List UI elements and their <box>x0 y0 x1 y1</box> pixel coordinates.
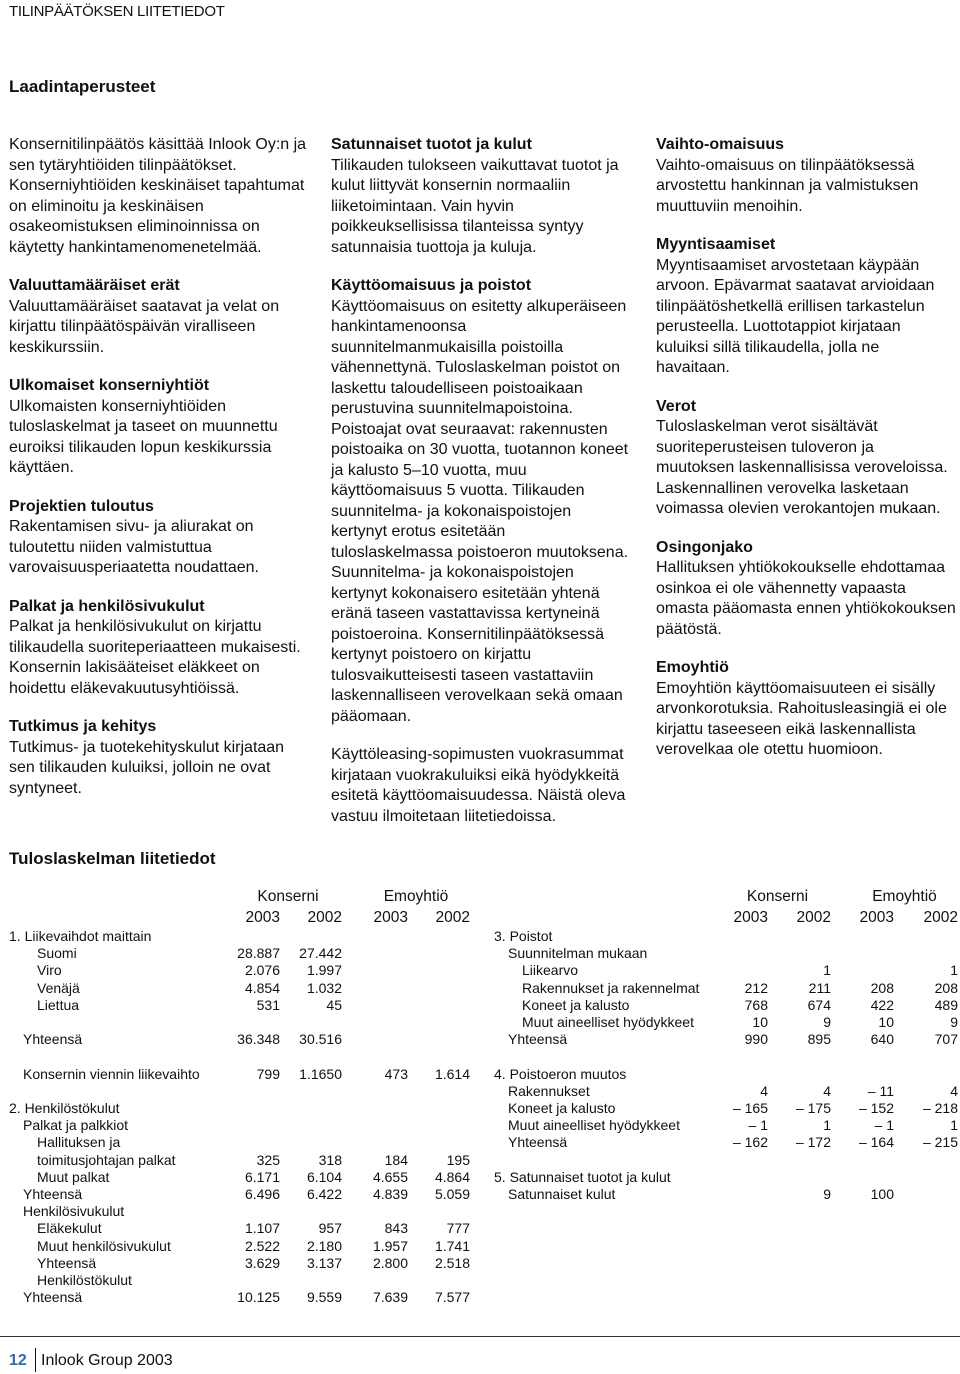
row-value: 208 <box>934 979 958 996</box>
row-value <box>280 928 342 945</box>
table-row <box>9 1238 470 1255</box>
row-label: Muut palkat <box>37 1168 110 1185</box>
row-value <box>894 1048 958 1065</box>
table-row <box>494 997 958 1014</box>
row-value <box>894 1152 958 1169</box>
block-heading: Myyntisaamiset <box>656 236 776 253</box>
column-group-header: Emoyhtiö <box>872 888 937 905</box>
row-value: 9 <box>823 1186 831 1203</box>
row-value: 7.577 <box>434 1289 470 1306</box>
row-label: Yhteensä <box>23 1186 83 1202</box>
row-value: 45 <box>326 996 342 1013</box>
block-text: Vaihto-omaisuus on tilinpäätöksessä arvostettu hankinnan ja valmistuksen muuttuviin menoihin. <box>656 156 919 215</box>
row-value <box>831 1048 894 1065</box>
table-header-years <box>9 907 470 928</box>
row-label: 1. Liikevaihdot maittain <box>9 928 152 944</box>
row-value: 6.422 <box>306 1186 342 1202</box>
row-label: Rakennukset ja rakennelmat <box>522 979 700 996</box>
row-value: 674 <box>807 996 831 1013</box>
row-value: – 11 <box>867 1082 894 1099</box>
row-value: 1.997 <box>306 962 342 979</box>
row-label: Koneet ja kalusto <box>522 996 630 1013</box>
row-value <box>280 1100 342 1117</box>
row-value: – 152 <box>858 1100 894 1117</box>
row-value <box>704 1152 768 1169</box>
block-heading: Emoyhtiö <box>656 659 729 676</box>
table-row <box>494 1169 958 1186</box>
row-value <box>704 945 768 962</box>
row-value: 640 <box>870 1031 894 1048</box>
row-value <box>408 1014 470 1031</box>
row-value: 895 <box>807 1031 831 1048</box>
table-header-years <box>494 907 958 928</box>
year-header: 2003 <box>373 909 408 926</box>
row-value <box>214 1100 280 1117</box>
footer-separator <box>35 1348 36 1372</box>
row-value <box>768 1066 831 1083</box>
table-row <box>494 1048 958 1065</box>
row-value: 4.864 <box>434 1168 470 1185</box>
row-value: – 215 <box>922 1134 958 1151</box>
row-value <box>408 1203 470 1220</box>
row-label: Suomi <box>37 945 77 962</box>
row-label: Venäjä <box>37 979 80 996</box>
row-value: 957 <box>318 1220 342 1237</box>
row-label: Henkilösivukulut <box>23 1203 125 1220</box>
row-value: 1.741 <box>434 1237 470 1254</box>
row-value: 473 <box>384 1065 408 1082</box>
row-value: 768 <box>744 996 768 1013</box>
row-value <box>408 1134 470 1151</box>
row-value <box>894 1066 958 1083</box>
row-value <box>280 1272 342 1289</box>
table-row <box>9 1014 470 1031</box>
text-block <box>9 376 307 479</box>
table-row <box>9 1048 470 1065</box>
row-label: Liikearvo <box>522 962 579 979</box>
row-value <box>704 1169 768 1186</box>
table-row <box>494 962 958 979</box>
column-group-header: Konserni <box>257 888 319 905</box>
row-value <box>214 1083 280 1100</box>
row-value: 2.518 <box>434 1254 470 1271</box>
row-value: 1.957 <box>372 1237 408 1254</box>
row-value <box>704 928 768 945</box>
text-column-2 <box>331 135 631 845</box>
row-value: 7.639 <box>372 1289 408 1306</box>
row-value: – 172 <box>795 1134 831 1151</box>
row-value <box>214 1272 280 1289</box>
block-heading: Valuuttamääräiset erät <box>9 277 180 294</box>
row-value <box>342 962 408 979</box>
row-label: 5. Satunnaiset tuotot ja kulut <box>494 1168 671 1185</box>
block-text: Ulkomaisten konserniyhtiöiden tuloslaskelmat ja taseet on muunnettu euroiksi tilikauden lopun keskikurssia käyttäen. <box>9 397 278 476</box>
row-label: toimitusjohtajan palkat <box>37 1151 176 1168</box>
row-value: 4 <box>760 1082 768 1099</box>
row-value: 4 <box>823 1082 831 1099</box>
row-value: 195 <box>446 1151 470 1168</box>
row-value: 325 <box>256 1151 280 1168</box>
block-heading: Projektien tuloutus <box>9 497 154 515</box>
row-value: – 1 <box>874 1117 894 1134</box>
row-value <box>280 1134 342 1151</box>
table-row <box>9 997 470 1014</box>
row-value <box>280 1117 342 1134</box>
year-header: 2002 <box>307 909 342 926</box>
row-value <box>342 997 408 1014</box>
row-value: 1.1650 <box>299 1065 342 1082</box>
row-value <box>342 1100 408 1117</box>
row-value <box>831 1169 894 1186</box>
table-row <box>494 1100 958 1117</box>
row-label: Muut aineelliset hyödykkeet <box>508 1117 680 1134</box>
table-row <box>494 1134 958 1151</box>
row-value <box>214 928 280 945</box>
table-row <box>9 1186 470 1203</box>
row-label: Muut aineelliset hyödykkeet <box>522 1014 694 1031</box>
row-value: 489 <box>934 996 958 1013</box>
row-value: 208 <box>870 979 894 996</box>
row-value: 5.059 <box>434 1186 470 1202</box>
row-value <box>214 1048 280 1065</box>
row-value: 9 <box>950 1014 958 1031</box>
row-label: Viro <box>37 962 62 979</box>
row-value: 4.839 <box>372 1186 408 1202</box>
row-value <box>831 1152 894 1169</box>
block-text: Tuloslaskelman verot sisältävät suoriteperusteisen tuloveron ja muutoksen laskennallisissa veroveloissa. Laskennallinen verovelka lasketaan voimassa olevien verokantojen mukaan. <box>656 418 948 517</box>
block-text: Hallituksen yhtiökokoukselle ehdottamaa osinkoa ei ole vähennetty vapaasta omasta pääomasta ennen yhtiökokouksen päätöstä. <box>656 559 956 638</box>
row-value <box>342 1014 408 1031</box>
row-value: 707 <box>934 1031 958 1048</box>
notes-title: Tuloslaskelman liitetiedot <box>9 849 216 868</box>
block-text: Palkat ja henkilösivukulut on kirjattu tilikaudella suoriteperiaatteen mukaisesti. Konsernin lakisääteiset eläkkeet on hoidettu eläkevakuutusyhtiöissä. <box>9 618 301 697</box>
row-value: 27.442 <box>299 945 342 962</box>
row-value <box>408 962 470 979</box>
footer-rule <box>0 1336 960 1337</box>
row-label <box>9 1083 214 1100</box>
row-label: Suunnitelman mukaan <box>508 945 648 962</box>
row-value: 3.137 <box>306 1254 342 1271</box>
row-value <box>408 1272 470 1289</box>
block-heading: Vaihto-omaisuus <box>656 136 785 153</box>
table-row <box>9 1031 470 1048</box>
row-value: 2.522 <box>244 1237 280 1254</box>
block-heading: Satunnaiset tuotot ja kulut <box>331 136 532 153</box>
row-value: 2.180 <box>306 1237 342 1254</box>
row-value <box>342 945 408 962</box>
text-block <box>9 135 307 258</box>
block-text: Myyntisaamiset arvostetaan käypään arvoon. Epävarmat saatavat arvioidaan tilinpäätöshetkellä erillisen tarkastelun perusteella. Luottotappiot kirjataan kuluiksi sillä tilikaudella, jolla ne havaitaan. <box>656 256 935 376</box>
text-block <box>9 717 307 799</box>
table-row <box>9 1134 470 1151</box>
row-value: 30.516 <box>299 1031 342 1048</box>
row-value: 1.032 <box>306 979 342 996</box>
row-value <box>214 1117 280 1134</box>
row-label: Rakennukset <box>508 1082 590 1099</box>
row-value: 100 <box>870 1186 894 1203</box>
block-text: Tilikauden tulokseen vaikuttavat tuotot ja kulut liittyvät konsernin normaaliin liiketoimintaan. Vain hyvin poikkeuksellisissa tilanteissa syntyy satunnaisia tuottoja ja kuluja. <box>331 156 619 256</box>
row-value: – 165 <box>732 1100 768 1117</box>
table-row <box>9 1152 470 1169</box>
row-value <box>342 1134 408 1151</box>
row-value: – 162 <box>732 1134 768 1151</box>
row-label: Hallituksen ja <box>37 1134 121 1151</box>
row-value: 2.076 <box>244 962 280 979</box>
table-row <box>494 1083 958 1100</box>
text-block <box>9 597 307 700</box>
table-row <box>9 1220 470 1237</box>
row-value: 990 <box>744 1031 768 1048</box>
table-row <box>494 1066 958 1083</box>
text-column-1 <box>9 135 307 817</box>
table-row <box>494 980 958 997</box>
row-value <box>342 980 408 997</box>
row-value <box>894 1186 958 1203</box>
row-value: 777 <box>446 1220 470 1237</box>
row-value <box>704 1186 768 1203</box>
table-row <box>9 1203 470 1220</box>
row-value <box>408 1048 470 1065</box>
row-label: Henkilöstökulut <box>37 1272 132 1289</box>
block-text: Emoyhtiön käyttöomaisuuteen ei sisälly arvonkorotuksia. Rahoitusleasingiä ei ole kirjattu taseeseen eikä laskennallista verovelkaa ole otettu huomioon. <box>656 679 947 758</box>
row-label: Satunnaiset kulut <box>508 1186 616 1203</box>
row-value: 28.887 <box>237 945 280 962</box>
row-value <box>408 928 470 945</box>
row-value <box>342 928 408 945</box>
row-value <box>408 1031 470 1048</box>
table-row <box>9 945 470 962</box>
row-value: 10.125 <box>237 1289 280 1306</box>
row-value: 4 <box>950 1082 958 1099</box>
running-header: TILINPÄÄTÖKSEN LIITETIEDOT <box>9 3 225 20</box>
row-value <box>768 945 831 962</box>
column-group-header: Konserni <box>746 888 809 905</box>
row-value <box>768 1152 831 1169</box>
table-header-groups <box>9 886 470 907</box>
row-value <box>342 1083 408 1100</box>
footer-publication: Inlook Group 2003 <box>41 1352 173 1369</box>
row-value <box>768 1048 831 1065</box>
table-row <box>9 1100 470 1117</box>
row-label: Konsernin viennin liikevaihto <box>23 1065 200 1082</box>
row-value: 843 <box>384 1220 408 1237</box>
block-text: Käyttöleasing-sopimusten vuokrasummat kirjataan vuokrakuluiksi eikä hyödykkeitä esitetä käyttöomaisuudessa. Näistä oleva vastuu ilmoitetaan liitetiedoissa. <box>331 746 626 825</box>
row-label <box>9 1048 214 1065</box>
row-value <box>342 1272 408 1289</box>
row-label: Yhteensä <box>23 1289 83 1306</box>
row-value <box>280 1083 342 1100</box>
row-label <box>494 1152 704 1169</box>
year-header: 2003 <box>733 909 768 926</box>
table-row <box>494 928 958 945</box>
row-value <box>408 945 470 962</box>
row-value: 1 <box>823 962 831 979</box>
block-heading: Osingonjako <box>656 538 753 556</box>
year-header: 2002 <box>435 909 470 926</box>
row-value <box>894 1169 958 1186</box>
row-value <box>408 1117 470 1134</box>
block-heading: Tutkimus ja kehitys <box>9 718 157 735</box>
row-value <box>894 945 958 962</box>
row-label <box>494 1048 704 1065</box>
table-row <box>9 1117 470 1134</box>
block-text: Valuuttamääräiset saatavat ja velat on kirjattu tilinpäätöspäivän viralliseen keskikurssiin. <box>9 297 280 356</box>
row-label: Muut henkilösivukulut <box>37 1237 171 1254</box>
row-label: Liettua <box>37 996 80 1013</box>
row-value: 422 <box>870 996 894 1013</box>
row-value <box>342 1031 408 1048</box>
row-value: 318 <box>318 1151 342 1168</box>
text-block <box>656 538 956 641</box>
row-value: 4.854 <box>244 979 280 996</box>
row-label: Koneet ja kalusto <box>508 1100 616 1117</box>
table-row <box>494 1117 958 1134</box>
year-header: 2003 <box>245 909 280 926</box>
row-label: 4. Poistoeron muutos <box>494 1065 627 1082</box>
table-row <box>494 945 958 962</box>
row-value <box>768 1169 831 1186</box>
table-row <box>9 1289 470 1306</box>
table-row <box>9 1255 470 1272</box>
table-row <box>9 1066 470 1083</box>
text-block <box>656 397 956 520</box>
row-value: – 175 <box>795 1100 831 1117</box>
row-label: Yhteensä <box>508 1031 568 1048</box>
row-value: 184 <box>384 1151 408 1168</box>
block-heading: Verot <box>656 397 697 415</box>
block-heading: Palkat ja henkilösivukulut <box>9 597 205 615</box>
text-block <box>656 235 956 379</box>
row-value: 799 <box>256 1065 280 1082</box>
row-value: 9.559 <box>306 1289 342 1306</box>
row-value <box>214 1014 280 1031</box>
row-value: 1.614 <box>434 1065 470 1082</box>
row-value <box>768 928 831 945</box>
row-value: 6.171 <box>244 1168 280 1185</box>
table-row <box>9 1083 470 1100</box>
row-value <box>342 1048 408 1065</box>
row-value <box>342 1203 408 1220</box>
notes-table-right <box>494 886 958 1203</box>
row-value: 1 <box>950 1117 958 1134</box>
text-column-3 <box>656 135 956 779</box>
row-label: Eläkekulut <box>37 1220 102 1237</box>
row-value: – 164 <box>858 1134 894 1151</box>
text-block <box>656 135 956 217</box>
block-text: Rakentamisen sivu- ja aliurakat on tuloutettu niiden valmistuttua varovaisuusperiaatetta noudattaen. <box>9 518 259 576</box>
block-text: Konsernitilinpäätös käsittää Inlook Oy:n ja sen tytäryhtiöiden tilinpäätökset. Konserniyhtiöiden keskinäiset tapahtumat on eliminoitu ja keskinäisen osakeomistuksen eliminoinnissa on käytetty hankintamenomenetelmää. <box>9 136 307 256</box>
table-row <box>494 1031 958 1048</box>
row-value: 9 <box>823 1014 831 1031</box>
page-number: 12 <box>9 1352 27 1369</box>
row-value <box>831 1066 894 1083</box>
row-label <box>9 1014 214 1031</box>
row-value <box>704 1066 768 1083</box>
row-value: 10 <box>752 1014 768 1031</box>
row-value: 6.104 <box>306 1168 342 1185</box>
text-block <box>331 135 631 258</box>
table-row <box>9 980 470 997</box>
text-block <box>331 745 631 827</box>
table-row <box>494 1014 958 1031</box>
table-row <box>9 928 470 945</box>
row-value <box>408 997 470 1014</box>
year-header: 2002 <box>923 909 958 926</box>
row-value: 212 <box>744 979 768 996</box>
table-row <box>9 1169 470 1186</box>
table-row <box>494 1186 958 1203</box>
row-value: 1 <box>823 1117 831 1134</box>
row-value: 3.629 <box>244 1254 280 1271</box>
row-value <box>831 945 894 962</box>
row-value: 6.496 <box>244 1186 280 1202</box>
row-value <box>704 962 768 979</box>
notes-table-left <box>9 886 470 1306</box>
row-value: 36.348 <box>237 1031 280 1048</box>
row-value: 531 <box>256 996 280 1013</box>
row-value: – 1 <box>748 1117 768 1134</box>
block-text: Tutkimus- ja tuotekehityskulut kirjataan sen tilikauden kuluiksi, jolloin ne ovat syntyneet. <box>9 738 285 797</box>
text-block <box>9 276 307 358</box>
row-label: Yhteensä <box>37 1254 97 1271</box>
row-value <box>342 1117 408 1134</box>
row-value <box>408 980 470 997</box>
row-label: 2. Henkilöstökulut <box>9 1099 120 1116</box>
row-value <box>214 1203 280 1220</box>
block-heading: Ulkomaiset konserniyhtiöt <box>9 377 210 394</box>
text-block <box>331 276 631 727</box>
table-row <box>9 1272 470 1289</box>
row-value <box>894 928 958 945</box>
block-heading: Käyttöomaisuus ja poistot <box>331 277 532 294</box>
text-block <box>656 658 956 761</box>
row-value: 1.107 <box>244 1220 280 1237</box>
block-text: Käyttöomaisuus on esitetty alkuperäiseen hankintamenoonsa suunnitelmanmukaisilla poistoilla vähennettynä. Tuloslaskelman poistot on laskettu taloudelliseen poistoaikaan perustuvina suunnitelmapoistoina. Poistoajat ovat seuraavat: rakennusten poistoaika on 30 vuotta, tuotannon koneet ja kalusto 5–10 vuotta, muu käyttöomaisuus 5 vuotta. Tilikauden suunnitelma- ja kokonaispoistojen kertynyt erotus esitetään tuloslaskelmassa poistoeron muutoksena. Suunnitelma- ja kokonaispoistojen kertynyt kokonaisero esitetään yhtenä eränä taseen vastattavissa kertyneinä poistoeroina. Konsernitilinpäätöksessä kertynyt poistoero on kirjattu tulosvaikutteisesti taseen vastattaviin laskennalliseen verovelkaan sekä omaan pääomaan. <box>331 297 629 725</box>
year-header: 2003 <box>859 909 894 926</box>
row-value: 10 <box>878 1014 894 1031</box>
row-value: 2.800 <box>372 1254 408 1271</box>
column-group-header: Emoyhtiö <box>383 888 449 905</box>
row-value <box>408 1083 470 1100</box>
row-value <box>214 1134 280 1151</box>
year-header: 2002 <box>796 909 831 926</box>
text-block <box>9 497 307 579</box>
table-row <box>9 962 470 979</box>
row-label: 3. Poistot <box>494 928 553 944</box>
row-value: – 218 <box>922 1100 958 1117</box>
row-value <box>408 1100 470 1117</box>
row-value: 4.655 <box>372 1168 408 1185</box>
row-value <box>831 962 894 979</box>
row-value: 211 <box>808 979 831 996</box>
row-label: Palkat ja palkkiot <box>23 1117 129 1134</box>
row-value <box>831 928 894 945</box>
table-row <box>494 1152 958 1169</box>
row-value <box>704 1048 768 1065</box>
table-header-groups <box>494 886 958 907</box>
section-title: Laadintaperusteet <box>9 77 156 96</box>
row-value <box>280 1203 342 1220</box>
row-value <box>280 1014 342 1031</box>
row-value: 1 <box>950 962 958 979</box>
row-label: Yhteensä <box>23 1031 83 1048</box>
row-value <box>280 1048 342 1065</box>
row-label: Yhteensä <box>508 1134 568 1151</box>
